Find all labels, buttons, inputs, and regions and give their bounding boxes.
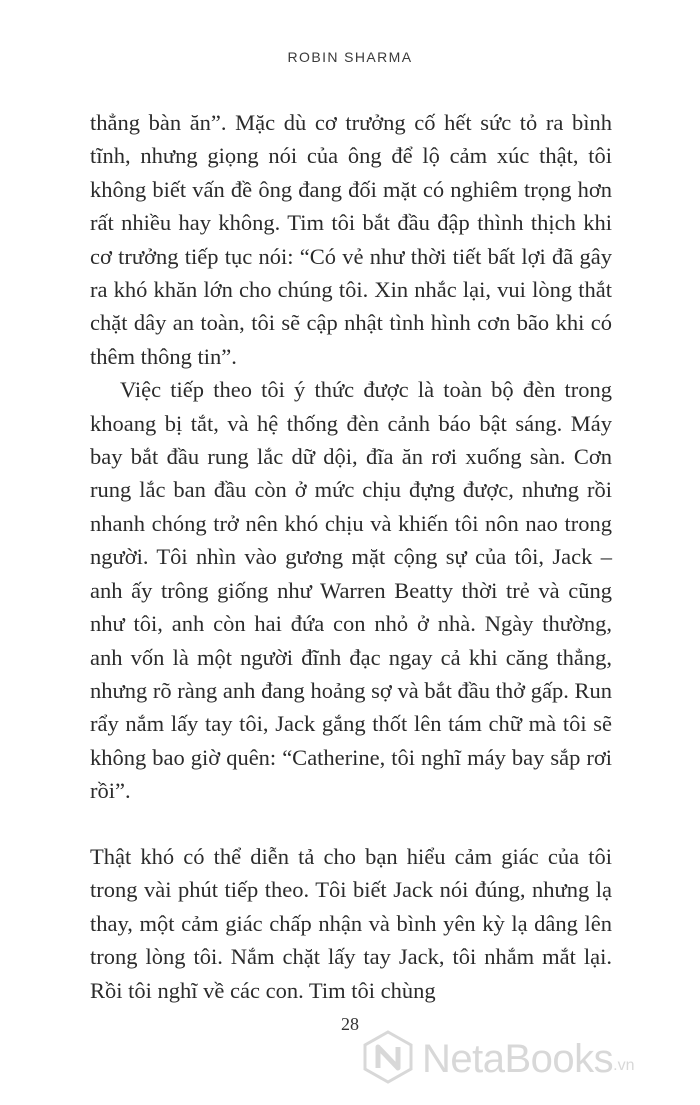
netabooks-watermark [360,1029,635,1089]
watermark-brand: NetaBooks [422,1036,614,1081]
text-block-top [90,106,612,808]
watermark-suffix: .vn [613,1057,635,1074]
paragraph-continuation: thẳng bàn ăn”. Mặc dù cơ trưởng cố hết sức tỏ ra bình tĩnh, nhưng giọng nói của ông để lộ cảm xúc thật, tôi không biết vấn đề ông đang đối mặt có nghiêm trọng hơn rất nhiều hay không. Tim tôi bắt đầu đập thình thịch khi cơ trưởng tiếp tục nói: “Có vẻ như thời tiết bất lợi đã gây ra khó khăn lớn cho chúng tôi. Xin nhắc lại, vui lòng thắt chặt dây an toàn, tôi sẽ cập nhật tình hình cơn bão khi có thêm thông tin”. [90,110,612,369]
netabooks-n-logo-icon [360,1029,416,1090]
page-number: 28 [341,1014,359,1034]
running-head: ROBIN SHARMA [287,49,413,65]
paragraph-section-start: Thật khó có thể diễn tả cho bạn hiểu cảm giác của tôi trong vài phút tiếp theo. Tôi biết Jack nói đúng, nhưng lạ thay, một cảm giác chấp nhận và bình yên kỳ lạ dâng lên trong lòng tôi. Nắm chặt lấy tay Jack, tôi nhắm mắt lại. Rồi tôi nghĩ về các con. Tim tôi chùng [90,844,612,1003]
paragraph: Việc tiếp theo tôi ý thức được là toàn bộ đèn trong khoang bị tắt, và hệ thống đèn cảnh báo bật sáng. Máy bay bắt đầu rung lắc dữ dội, đĩa ăn rơi xuống sàn. Cơn rung lắc ban đầu còn ở mức chịu đựng được, nhưng rồi nhanh chóng trở nên khó chịu và khiến tôi nôn nao trong người. Tôi nhìn vào gương mặt cộng sự của tôi, Jack – anh ấy trông giống như Warren Beatty thời trẻ và cũng như tôi, anh còn hai đứa con nhỏ ở nhà. Ngày thường, anh vốn là một người đĩnh đạc ngay cả khi căng thẳng, nhưng rõ ràng anh đang hoảng sợ và bắt đầu thở gấp. Run rẩy nắm lấy tay tôi, Jack gắng thốt lên tám chữ mà tôi sẽ không bao giờ quên: “Catherine, tôi nghĩ máy bay sắp rơi rồi”. [90,377,612,804]
text-block-section [90,840,612,1007]
